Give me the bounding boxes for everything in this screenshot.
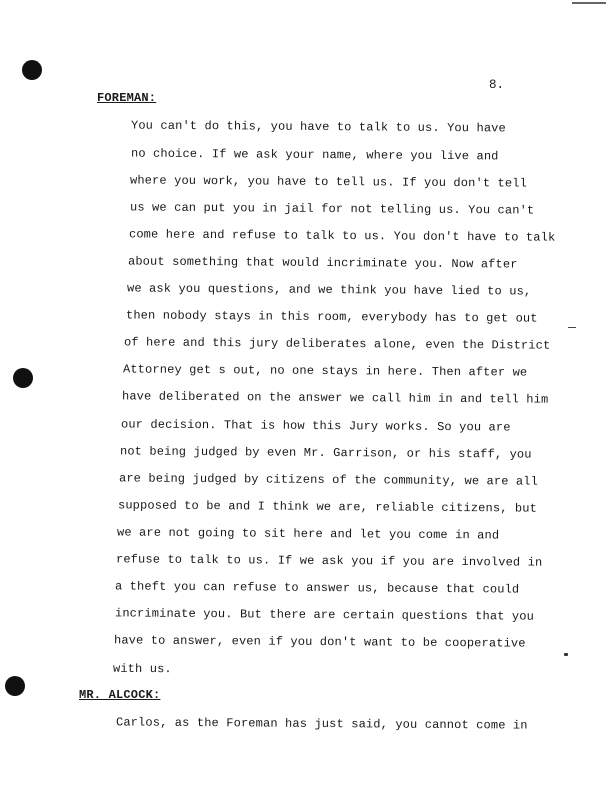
transcript-line: we ask you questions, and we think you have lied to us, [126,281,532,299]
transcript-line: where you work, you have to tell us. If you don't tell [129,173,528,191]
transcript-line: us we can put you in jail for not telling us. You can't [129,200,535,218]
transcript-line: we are not going to sit here and let you come in and [116,525,500,543]
punch-hole [22,60,42,80]
punch-hole [5,676,25,696]
transcript-line: have to answer, even if you don't want to be cooperative [113,633,526,651]
transcript-line: You can't do this, you have to talk to us. You have [130,118,506,136]
transcript-line: come here and refuse to talk to us. You don't have to talk [128,227,556,245]
transcript-line: are being judged by citizens of the community, we are all [118,471,539,489]
speaker-label-alcock: MR. ALCOCK: [79,688,161,702]
margin-mark [564,653,568,656]
transcript-line: Attorney get s out, no one stays in here. Then after we [122,362,528,380]
transcript-line: a theft you can refuse to answer us, because that could [114,579,520,597]
scan-mark [572,2,606,4]
transcript-line: no choice. If we ask your name, where you live and [130,146,499,164]
transcript-line: our decision. That is how this Jury works. So you are [120,417,511,435]
transcript-line: incriminate you. But there are certain questions that you [114,606,535,624]
transcript-line: not being judged by even Mr. Garrison, or his staff, you [119,444,532,462]
transcript-line: refuse to talk to us. If we ask you if you are involved in [115,552,543,570]
transcript-line: Carlos, as the Foreman has just said, you cannot come in [115,715,528,733]
transcript-line: about something that would incriminate you. Now after [127,254,518,272]
transcript-line: of here and this jury deliberates alone, even the District [123,335,551,353]
margin-mark [568,327,576,328]
speaker-label-foreman: FOREMAN: [97,91,157,105]
transcript-line: then nobody stays in this room, everybody has to get out [125,308,538,326]
transcript-line: have deliberated on the answer we call him in and tell him [121,389,549,407]
transcript-line: supposed to be and I think we are, reliable citizens, but [117,498,538,516]
page-number: 8. [489,78,505,92]
transcript-line: with us. [112,661,172,677]
punch-hole [13,368,33,388]
